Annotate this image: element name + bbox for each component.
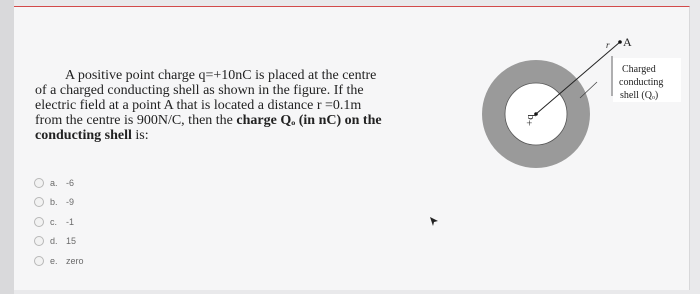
- mouse-cursor-icon: [430, 214, 438, 232]
- question-line-1: A positive point charge q=+10nC is placed at the centre: [65, 68, 377, 83]
- radio-option-e[interactable]: [34, 256, 44, 266]
- option-a[interactable]: [34, 173, 84, 193]
- option-e-value: zero: [66, 255, 84, 266]
- option-d[interactable]: [34, 232, 84, 252]
- point-a-label: A: [623, 35, 632, 49]
- question-line-2: of a charged conducting shell as shown in the figure. If the: [35, 83, 364, 98]
- shell-label-line-2: conducting: [619, 77, 664, 88]
- question-line-3: electric field at a point A that is located a distance r =0.1m: [35, 98, 362, 113]
- option-a-letter: a.: [50, 177, 58, 188]
- option-a-value: -6: [66, 177, 75, 188]
- question-line-4-plain: from the centre is 900N/C, then the: [35, 113, 237, 128]
- question-line-4-bold: charge Qₒ (in nC) on the: [236, 113, 382, 128]
- question-line-5: [35, 128, 435, 143]
- option-d-value: 15: [66, 236, 77, 247]
- question-text: [35, 68, 435, 143]
- option-b[interactable]: [34, 193, 84, 213]
- option-b-letter: b.: [50, 197, 58, 208]
- left-strip: [0, 0, 14, 294]
- option-d-letter: d.: [50, 236, 58, 247]
- option-b-value: -9: [66, 197, 75, 208]
- option-e[interactable]: [34, 251, 84, 271]
- answer-options: [34, 173, 84, 271]
- question-line-5-tail: is:: [131, 128, 149, 143]
- radio-option-a[interactable]: [34, 178, 44, 188]
- radio-option-c[interactable]: [34, 217, 44, 227]
- shell-label-line-3: shell (Qₒ): [620, 90, 659, 101]
- shell-label-line-1: Charged: [622, 64, 656, 75]
- radio-option-b[interactable]: [34, 197, 44, 207]
- shell-diagram: [470, 16, 690, 176]
- radius-label: r: [606, 40, 610, 50]
- radio-option-d[interactable]: [34, 236, 44, 246]
- option-c-value: -1: [66, 216, 75, 227]
- charge-label: +q: [524, 114, 536, 126]
- question-line-4: [35, 113, 435, 128]
- option-e-letter: e.: [50, 255, 58, 266]
- option-c-letter: c.: [50, 216, 58, 227]
- shell-figure: [470, 16, 690, 176]
- option-c[interactable]: [34, 212, 84, 232]
- point-a-dot: [618, 40, 622, 44]
- cursor-arrow-icon: [430, 217, 438, 227]
- question-line-5-bold: conducting shell: [35, 128, 132, 143]
